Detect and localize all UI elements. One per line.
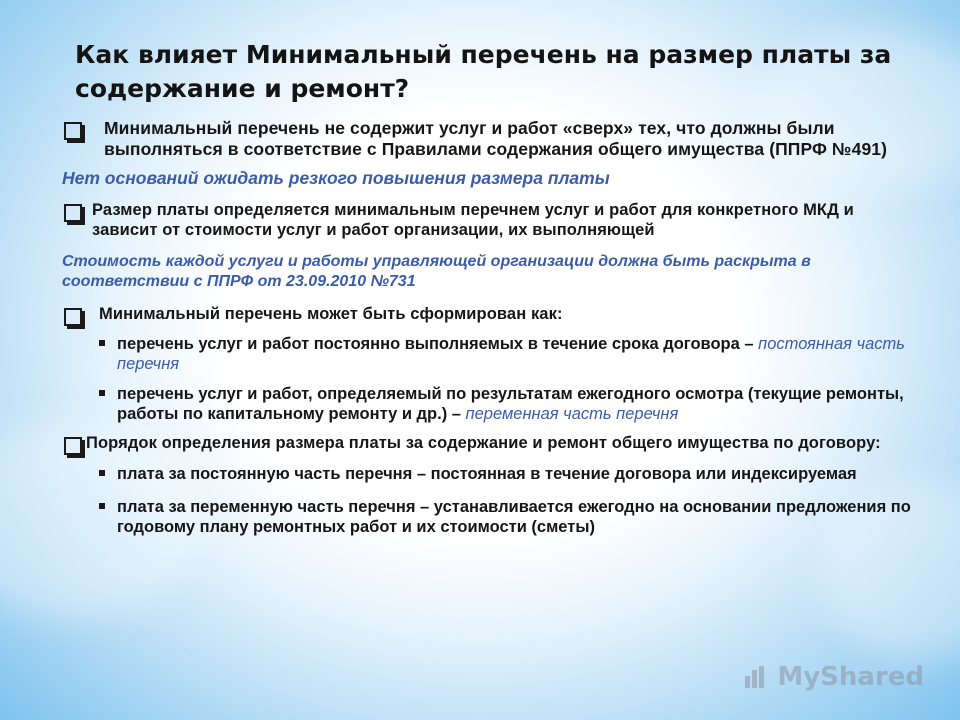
sub-bullet-text: перечень услуг и работ постоянно выполняемых в течение срока договора – [117, 335, 759, 353]
bullet-text: Порядок определения размера платы за содержание и ремонт общего имущества по договору: [86, 434, 881, 452]
bullet-fee-procedure [62, 433, 922, 453]
sub-bullet-text: плата за переменную часть перечня – устанавливается ежегодно на основании предложения по годовому плану ремонтных работ и их стоимости (сметы) [117, 498, 911, 536]
sub-bullet-variable-part [62, 384, 922, 424]
checkbox-bullet-icon [64, 308, 82, 326]
watermark-text: MyShared [777, 662, 924, 692]
sub-bullet-permanent-part [62, 334, 922, 374]
sub-bullet-highlight: постоянная часть перечня [117, 335, 905, 373]
bullet-text: Размер платы определяется минимальным перечнем услуг и работ для конкретного МКД и зависит от стоимости услуг и работ организации, их выполняющей [92, 201, 854, 239]
checkbox-bullet-icon [64, 437, 82, 455]
watermark-logo-icon [744, 664, 770, 690]
bullet-list-formation [62, 304, 922, 324]
square-bullet-icon [99, 390, 105, 396]
bullet-minimal-list-scope [62, 118, 922, 160]
square-bullet-icon [99, 340, 105, 346]
square-bullet-icon [99, 470, 105, 476]
slide-title: Как влияет Минимальный перечень на размер платы за содержание и ремонт? [75, 40, 892, 103]
checkbox-bullet-icon [64, 122, 82, 140]
sub-bullet-variable-fee [62, 497, 922, 537]
square-bullet-icon [99, 503, 105, 509]
sub-bullet-text: плата за постоянную часть перечня – постоянная в течение договора или индексируемая [117, 465, 857, 483]
sub-bullet-highlight: переменная часть перечня [465, 405, 679, 423]
bullet-text: Минимальный перечень может быть сформирован как: [99, 305, 563, 323]
sub-bullet-text: перечень услуг и работ, определяемый по результатам ежегодного осмотра (текущие ремонты, работы по капитальному ремонту и др.) – [117, 385, 904, 423]
bullet-text: Минимальный перечень не содержит услуг и работ «сверх» тех, что должны были выполняться в соответствие с Правилами содержания общего имущества (ППРФ №491) [104, 118, 888, 159]
bullet-fee-determination [62, 200, 922, 240]
note-cost-disclosure: Стоимость каждой услуги и работы управляющей организации должна быть раскрыта в соответствии с ППРФ от 23.09.2010 №731 [62, 253, 811, 290]
note-no-sharp-increase: Нет оснований ожидать резкого повышения размера платы [62, 168, 610, 188]
checkbox-bullet-icon [64, 204, 82, 222]
sub-bullet-fixed-fee [62, 464, 922, 484]
slide-content [62, 118, 922, 537]
